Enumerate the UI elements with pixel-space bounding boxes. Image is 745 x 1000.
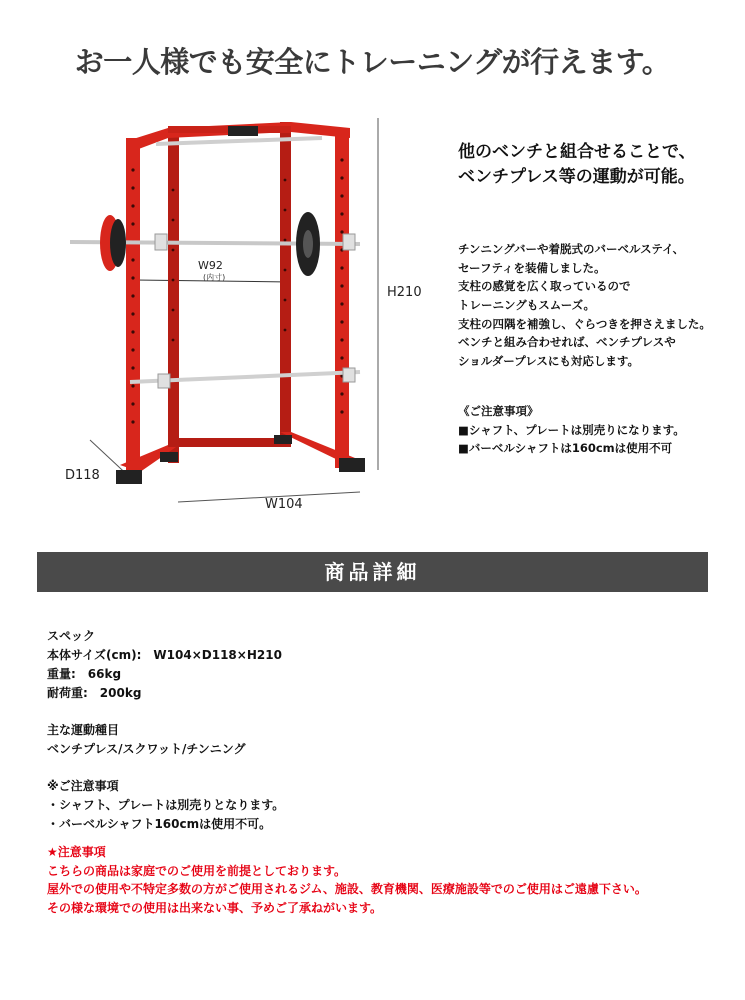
notes-heading: 《ご注意事項》 xyxy=(458,404,539,418)
section-title-bar: 商品詳細 xyxy=(37,552,708,592)
spec-block xyxy=(47,627,727,834)
inner-width-label: W92 xyxy=(198,259,223,272)
feature-subheading-line: 他のベンチと組合せることで、 xyxy=(458,142,696,162)
description-line: セーフティを装備しました。 xyxy=(458,260,606,275)
warning-line: こちらの商品は家庭でのご使用を前提としております。 xyxy=(47,863,347,878)
warning-line: 屋外での使用や不特定多数の方がご使用されるジム、施設、教育機関、医療施設等でのご使用はご遠慮下さい。 xyxy=(47,882,647,897)
caution-item: ・シャフト、プレートは別売りとなります。 xyxy=(47,797,285,812)
notes-item: ■バーベルシャフトは160cmは使用不可 xyxy=(458,441,673,456)
width-label: W104 xyxy=(265,497,303,512)
power-rack-image xyxy=(60,110,450,530)
spec-load: 耐荷重: 200kg xyxy=(47,685,142,700)
spec-heading: スペック xyxy=(47,629,96,643)
description-line: 支柱の感覚を広く取っているので xyxy=(458,279,631,294)
exercise-list: ベンチプレス/スクワット/チンニング xyxy=(47,741,246,756)
feature-subheading xyxy=(458,140,738,189)
description-line: チンニングバーや着脱式のバーベルステイ、 xyxy=(458,242,685,256)
description-line: ベンチと組み合わせれば、ベンチプレスや xyxy=(458,335,676,350)
spec-size: 本体サイズ(cm): W104×D118×H210 xyxy=(47,647,282,662)
height-label: H210 xyxy=(387,285,422,300)
spec-weight: 重量: 66kg xyxy=(47,666,122,681)
description-line: 支柱の四隅を補強し、ぐらつきを押さえました。 xyxy=(458,316,711,331)
warning-heading: ★注意事項 xyxy=(47,845,106,859)
notes-item: ■シャフト、プレートは別売りになります。 xyxy=(458,422,685,437)
notes-block xyxy=(458,402,743,458)
inner-width-note: (内寸) xyxy=(203,273,226,282)
feature-description xyxy=(458,240,743,370)
description-line: ショルダープレスにも対応します。 xyxy=(458,353,640,368)
caution-heading: ※ご注意事項 xyxy=(47,778,119,793)
front-left-upright xyxy=(126,138,140,483)
description-line: トレーニングもスムーズ。 xyxy=(458,297,595,312)
exercise-heading: 主な運動種目 xyxy=(47,722,120,737)
warning-block xyxy=(47,843,737,917)
caution-item: ・バーベルシャフト160cmは使用不可。 xyxy=(47,816,272,831)
warning-line: その様な環境での使用は出来ない事、予めご了承ねがいます。 xyxy=(47,900,383,915)
headline: お一人様でも安全にトレーニングが行えます。 xyxy=(74,45,671,79)
depth-label: D118 xyxy=(65,468,100,483)
feature-subheading-line: ベンチプレス等の運動が可能。 xyxy=(458,166,695,187)
